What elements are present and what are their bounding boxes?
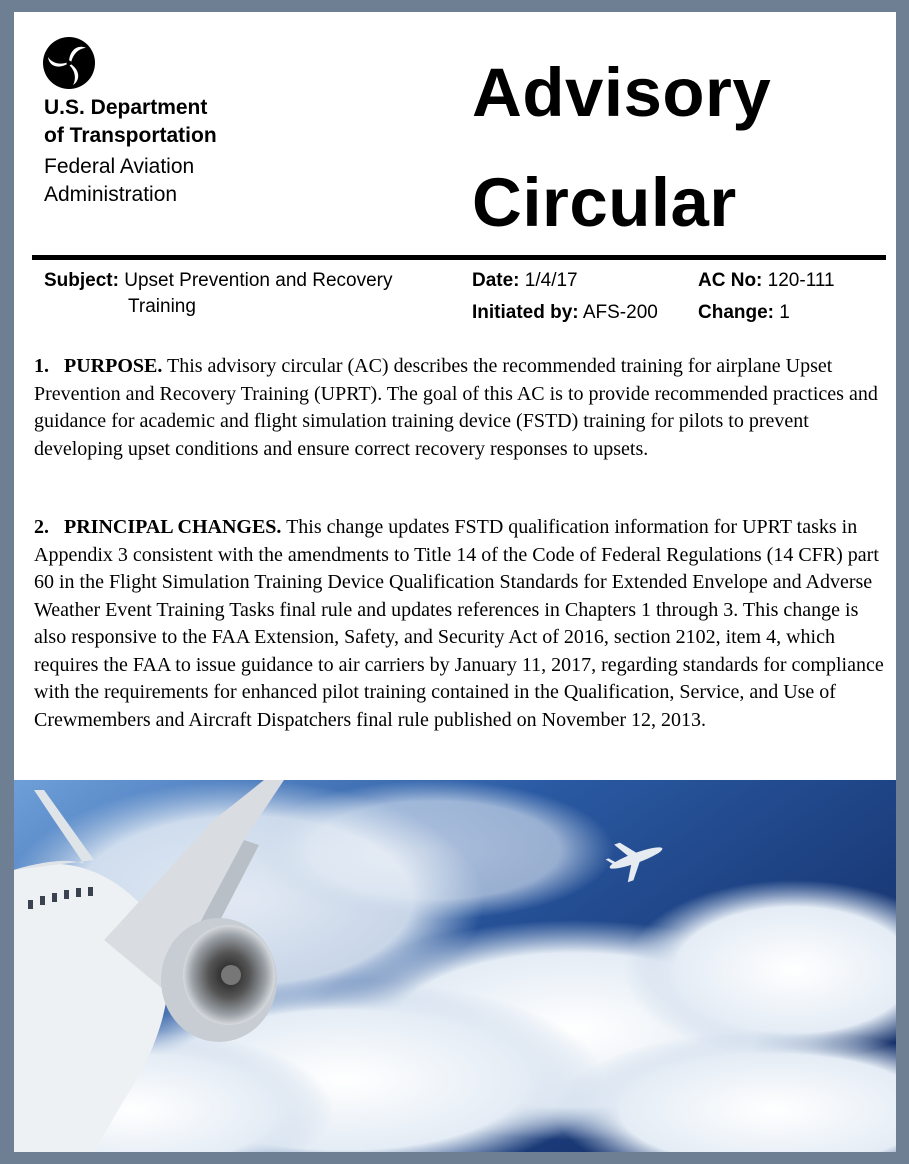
subject-label: Subject: <box>44 270 119 291</box>
initiated-value: AFS-200 <box>582 302 658 323</box>
date-label: Date: <box>472 270 520 291</box>
purpose-text: This advisory circular (AC) describes the recommended training for airplane Upset Prevention and Recovery Training (UPRT). The goal of this AC is to provide recommended practices and guidance for academic and flight simulation training device (FSTD) training for pilots to prevent developing upset conditions and ensure correct recovery responses to upsets. <box>34 355 878 460</box>
ac-number-label: AC No: <box>698 270 763 291</box>
cover-photo-airplane-clouds <box>14 780 896 1152</box>
changes-text: This change updates FSTD qualification information for UPRT tasks in Appendix 3 consistent with the amendments to Title 14 of the Code of Federal Regulations (14 CFR) part 60 in the Flight Simulation Training Device Qualification Standards for Extended Envelope and Adverse Weather Event Training Tasks final rule and updates references in Chapters 1 through 3. This change is also responsive to the FAA Extension, Safety, and Security Act of 2016, section 2102, item 4, which requires the FAA to issue guidance to air carriers by January 11, 2017, regarding standards for compliance with the requirements for enhanced pilot training contained in the Qualification, Service, and Use of Crewmembers and Aircraft Dispatchers final rule published on November 12, 2013. <box>34 516 884 731</box>
date-value: 1/4/17 <box>524 270 578 291</box>
agency-line-4: Administration <box>44 183 178 206</box>
subject-value-line-1: Upset Prevention and Recovery <box>124 270 393 291</box>
agency-name <box>44 94 217 209</box>
initiated-block <box>472 300 658 326</box>
change-value: 1 <box>779 302 790 323</box>
changes-heading: PRINCIPAL CHANGES. <box>64 516 282 538</box>
ac-number-block <box>698 268 835 294</box>
date-block <box>472 268 578 294</box>
agency-line-3: Federal Aviation <box>44 155 195 178</box>
document-title <box>472 38 771 258</box>
ac-number-value: 120-111 <box>767 270 835 291</box>
purpose-section <box>34 353 886 463</box>
header-divider <box>32 255 886 260</box>
change-block <box>698 300 790 326</box>
advisory-circular-page <box>14 12 896 1152</box>
changes-number: 2. <box>34 516 49 538</box>
change-label: Change: <box>698 302 774 323</box>
subject-value-line-2: Training <box>128 296 196 317</box>
subject-block <box>44 268 393 320</box>
initiated-label: Initiated by: <box>472 302 579 323</box>
dot-logo-icon <box>42 36 96 90</box>
purpose-heading: PURPOSE. <box>64 355 163 377</box>
title-line-1: Advisory <box>472 54 772 131</box>
title-line-2: Circular <box>472 164 737 241</box>
principal-changes-section <box>34 514 886 734</box>
agency-line-1: U.S. Department <box>44 96 208 119</box>
agency-line-2: of Transportation <box>44 124 217 147</box>
purpose-number: 1. <box>34 355 49 377</box>
